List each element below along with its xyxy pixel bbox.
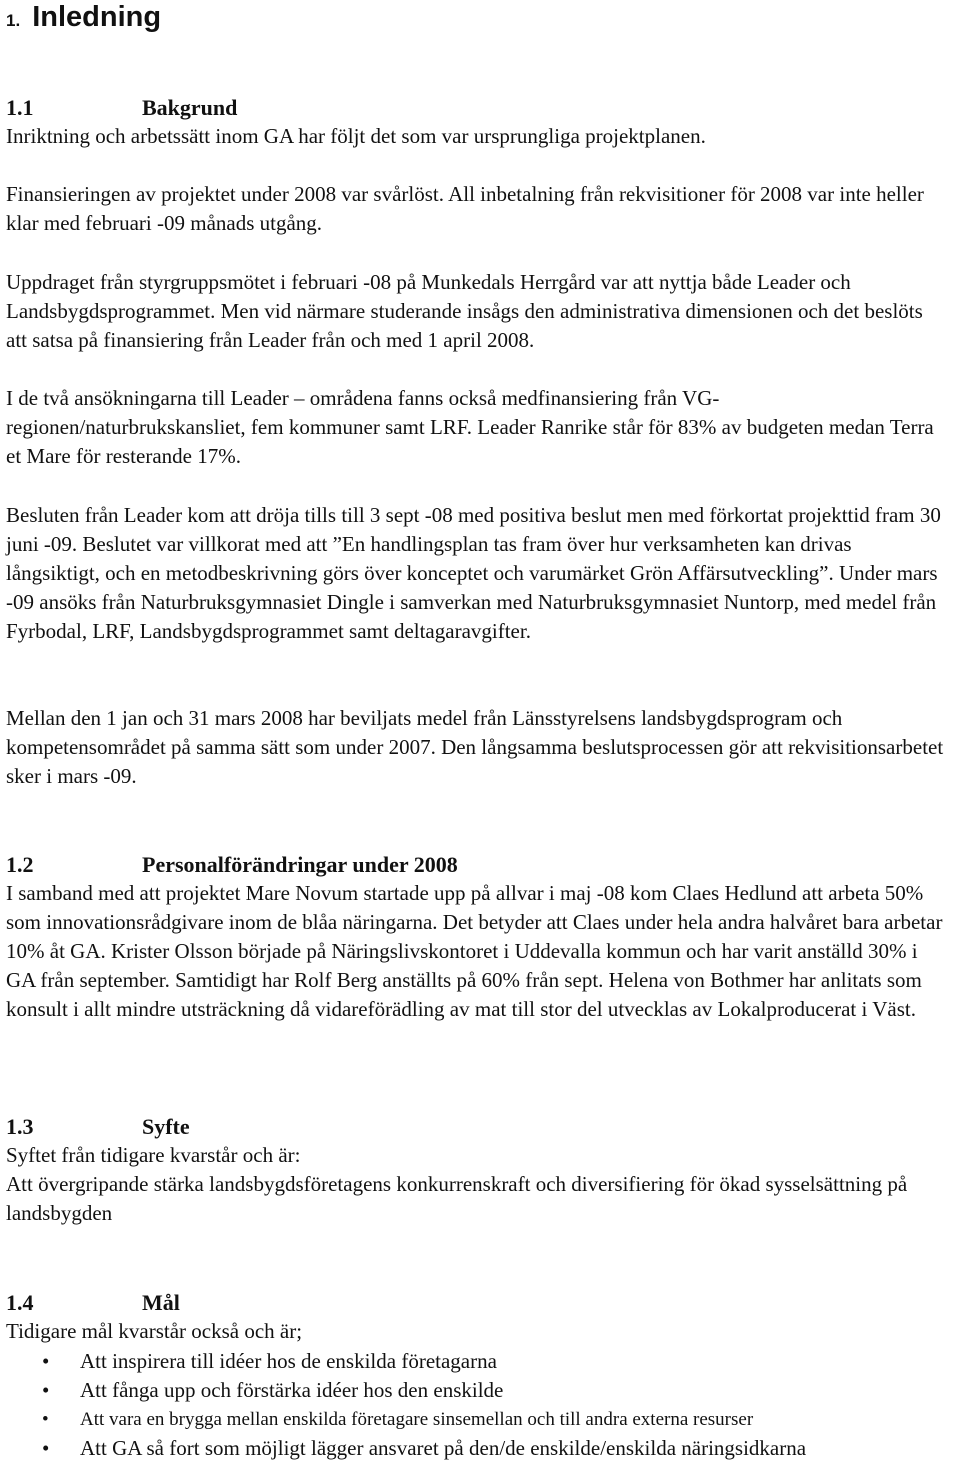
section-title: Syfte <box>142 1114 190 1139</box>
list-item <box>6 1376 806 1405</box>
chapter-title: Inledning <box>32 1 162 33</box>
section-number: 1.2 <box>6 852 34 877</box>
paragraph: Att övergripande stärka landsbygdsföretagens konkurrenskraft och diversifiering för ökad sysselsättning på landsbygden <box>6 1172 908 1225</box>
goal-list <box>6 1347 806 1463</box>
paragraph: Uppdraget från styrgruppsmötet i februari -08 på Munkedals Herrgård var att nyttja både Leader och Landsbygdsprogrammet. Men vid närmare studerande insågs den administrativa dimensionen och det beslöts att satsa på finansiering från Leader från och med 1 april 2008. <box>6 270 923 352</box>
paragraph: Syftet från tidigare kvarstår och är: <box>6 1143 301 1167</box>
section-heading-personal <box>6 850 458 879</box>
chapter-number: 1. <box>6 11 21 30</box>
list-item-text: Att vara en brygga mellan enskilda företagare sinsemellan och till andra externa resurser <box>80 1409 754 1430</box>
paragraph: Mellan den 1 jan och 31 mars 2008 har beviljats medel från Länsstyrelsens landsbygdsprogram och kompetensområdet på samma sätt som under 2007. Den långsamma beslutsprocessen gör att rekvisitionsarbetet sker i mars -09. <box>6 706 944 788</box>
paragraph: Inriktning och arbetssätt inom GA har följt det som var ursprungliga projektplanen. <box>6 124 706 148</box>
list-item <box>6 1434 806 1463</box>
list-item-text: Att inspirera till idéer hos de enskilda företagarna <box>80 1349 497 1373</box>
paragraph: Besluten från Leader kom att dröja tills till 3 sept -08 med positiva beslut men med förkortat projekttid fram 30 juni -09. Beslutet var villkorat med att ”En handlingsplan tas fram över hur verksamheten kan drivas långsiktigt, och en metodbeskrivning görs över konceptet och varumärket Grön Affärsutveckling”. Under mars -09 ansöks från Naturbruksgymnasiet Dingle i samverkan med Naturbruksgymnasiet Nuntorp, med medel från Fyrbodal, LRF, Landsbygdsprogrammet samt deltagaravgifter. <box>6 503 941 643</box>
bullet-icon: • <box>42 1378 50 1402</box>
list-item-text: Att GA så fort som möjligt lägger ansvaret på den/de enskilde/enskilda näringsidkarna <box>80 1436 807 1460</box>
bullet-icon: • <box>42 1436 50 1460</box>
section-number: 1.1 <box>6 95 34 120</box>
chapter-heading <box>6 0 161 38</box>
bullet-icon: • <box>42 1349 50 1373</box>
section-heading-syfte <box>6 1112 190 1141</box>
list-item <box>6 1405 806 1434</box>
list-item-text: Att fånga upp och förstärka idéer hos den enskilde <box>80 1378 504 1402</box>
list-item <box>6 1347 806 1376</box>
section-number: 1.4 <box>6 1290 34 1315</box>
paragraph: Finansieringen av projektet under 2008 var svårlöst. All inbetalning från rekvisitioner för 2008 var inte heller klar med februari -09 månads utgång. <box>6 182 924 235</box>
paragraph: I samband med att projektet Mare Novum startade upp på allvar i maj -08 kom Claes Hedlund att arbeta 50% som innovationsrådgivare inom de blåa näringarna. Det betyder att Claes under hela andra halvåret bara arbetar 10% åt GA. Krister Olsson började på Näringslivskontoret i Uddevalla kommun och har varit anställd 30% i GA från september. Samtidigt har Rolf Berg anställts på 60% från sept. Helena von Bothmer har anlitats som konsult i allt mindre utsträckning då vidareförädling av mat till stor del utvecklas av Lokalproducerat i Väst. <box>6 881 943 1021</box>
section-title: Bakgrund <box>142 95 238 120</box>
section-heading-bakgrund <box>6 93 237 122</box>
section-title: Personalförändringar under 2008 <box>142 852 458 877</box>
section-title: Mål <box>142 1290 180 1315</box>
section-heading-mal <box>6 1288 180 1317</box>
paragraph: I de två ansökningarna till Leader – områdena fanns också medfinansiering från VG-regionen/naturbrukskansliet, fem kommuner samt LRF. Leader Ranrike står för 83% av budgeten medan Terra et Mare för resterande 17%. <box>6 386 934 468</box>
bullet-icon: • <box>42 1409 49 1430</box>
section-number: 1.3 <box>6 1114 34 1139</box>
paragraph: Tidigare mål kvarstår också och är; <box>6 1319 303 1343</box>
